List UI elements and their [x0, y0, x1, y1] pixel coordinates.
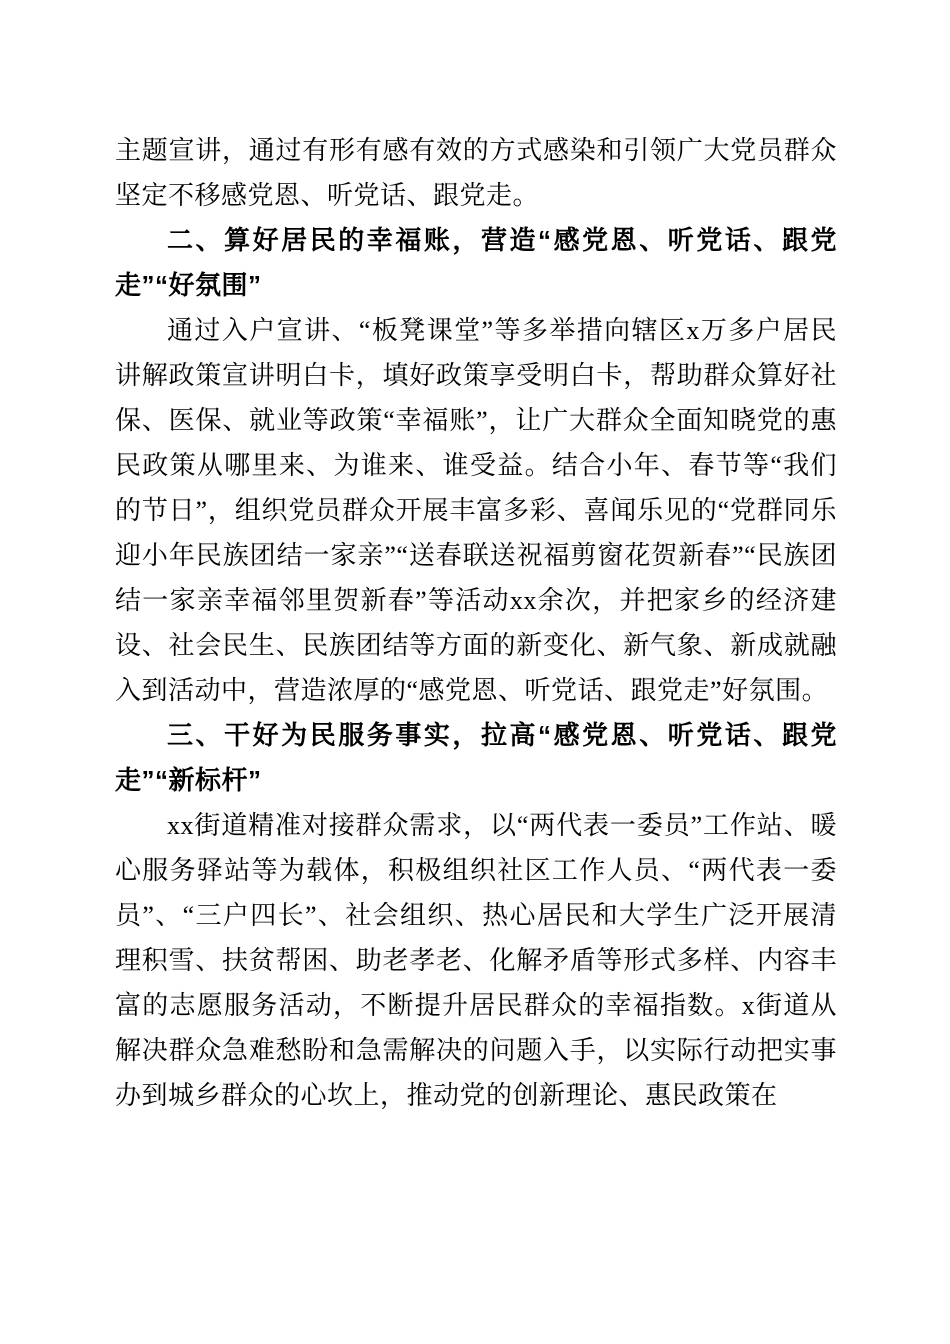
document-body — [115, 128, 837, 1118]
section-heading-three: 三、干好为民服务事实，拉高“感党恩、听党话、跟党走”“新标杆” — [115, 720, 837, 795]
section-three-paragraph: xx街道精准对接群众需求，以“两代表一委员”工作站、暖心服务驿站等为载体，积极组织社区工作人员、“两代表一委员”、“三户四长”、社会组织、热心居民和大学生广泛开展清理积雪、扶贫帮困、助老孝老、化解矛盾等形式多样、内容丰富的志愿服务活动，不断提升居民群众的幸福指数。x街道从解决群众急难愁盼和急需解决的问题入手，以实际行动把实事办到城乡群众的心坎上，推动党的创新理论、惠民政策在 — [115, 811, 837, 1110]
section-heading-two: 二、算好居民的幸福账，营造“感党恩、听党话、跟党走”“好氛围” — [115, 225, 837, 300]
section-two-paragraph: 通过入户宣讲、“板凳课堂”等多举措向辖区x万多户居民讲解政策宣讲明白卡，填好政策享受明白卡，帮助群众算好社保、医保、就业等政策“幸福账”，让广大群众全面知晓党的惠民政策从哪里来、为谁来、谁受益。结合小年、春节等“我们的节日”，组织党员群众开展丰富多彩、喜闻乐见的“党群同乐迎小年民族团结一家亲”“送春联送祝福剪窗花贺新春”“民族团结一家亲幸福邻里贺新春”等活动xx余次，并把家乡的经济建设、社会民生、民族团结等方面的新变化、新气象、新成就融入到活动中，营造浓厚的“感党恩、听党话、跟党走”好氛围。 — [115, 316, 837, 705]
paragraph-continuation: 主题宣讲，通过有形有感有效的方式感染和引领广大党员群众坚定不移感党恩、听党话、跟党走。 — [115, 136, 837, 210]
